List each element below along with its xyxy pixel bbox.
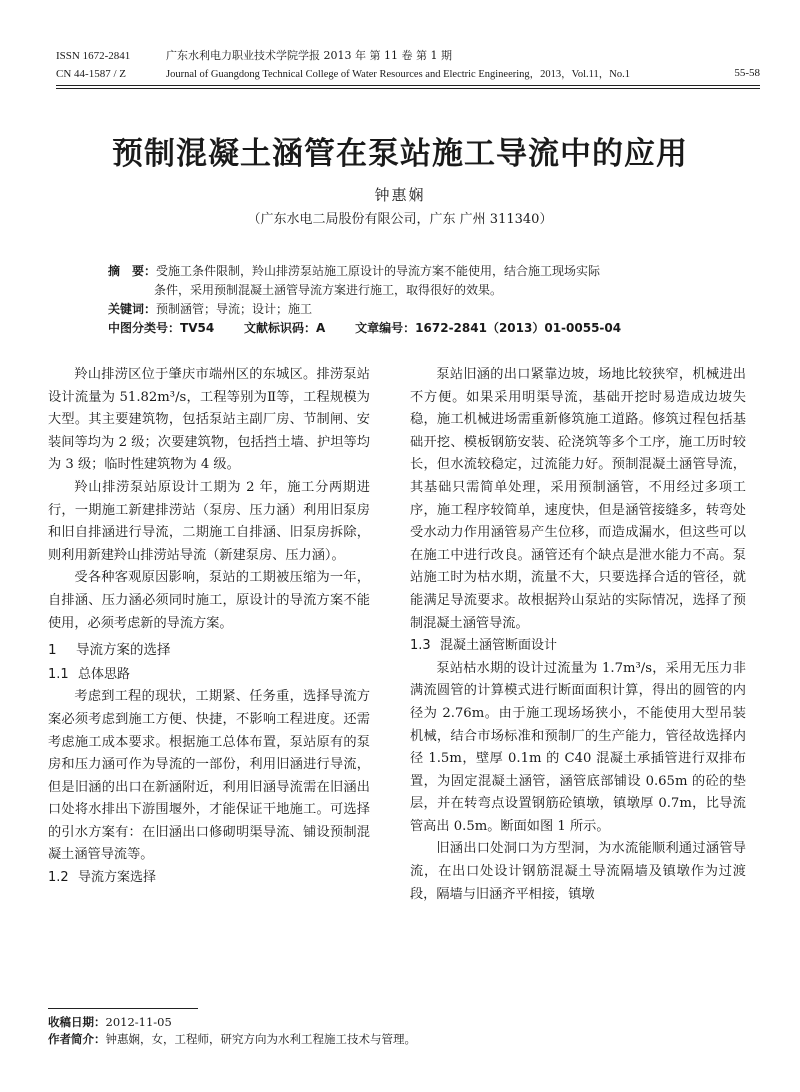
article-number-label: 文章编号： [355,321,416,335]
doc-code-value: A [316,321,326,335]
received-date: 2012-11-05 [105,1015,172,1029]
paragraph: 羚山排涝区位于肇庆市端州区的东城区。排涝泵站设计流量为 51.82m³/s，工程等别为Ⅱ等，工程规模为大型。其主要建筑物，包括泵站主副厂房、节制闸、安装间等均为 2 级；次要建筑物，包括挡土墙、护坦等均为 3 级；临时性建筑物为 4 级。 [48,367,370,473]
article-number-value: 1672-2841（2013）01-0055-04 [415,321,622,335]
header-rule-double [56,88,760,89]
section-heading-1: 1 导流方案的选择 [48,642,171,659]
footnote [48,1014,416,1048]
paragraph: 泵站枯水期的设计过流量为 1.7m³/s，采用无压力非满流圆管的计算模式进行断面面积计算，得出的圆管的内径为 2.76m。由于施工现场场狭小，不能使用大型吊装机械，结合市场标准和预制厂的生产能力，管径故选择内径 1.5m，壁厚 0.1m 的 C40 混凝土承插管进行双排布置，为固定混凝土涵管，涵管底部铺设 0.65m 的砼的垫层，并在转弯点设置钢筋砼镇墩，镇墩厚 0.7m，比导流管高出 0.5m。断面如图 1 所示。 [410,660,746,834]
paragraph: 羚山排涝泵站原设计工期为 2 年，施工分两期进行，一期施工新建排涝站（泵房、压力涵）利用旧泵房和旧自排涵进行导流，二期施工自排涵、旧泵房拆除，则利用新建羚山排涝站导流（新建泵房、压力涵）。 [48,479,370,563]
section-heading-1-3: 1.3 混凝土涵管断面设计 [410,638,558,654]
abstract-text-line1: 受施工条件限制，羚山排涝泵站施工原设计的导流方案不能使用，结合施工现场实际 [156,264,601,278]
section-heading-1-1: 1.1 总体思路 [48,666,131,682]
keywords: 预制涵管；导流；设计；施工 [156,302,313,316]
paragraph: 旧涵出口处洞口为方型洞，为水流能顺利通过涵管导流，在出口处设计钢筋混凝土导流隔墙及镇墩作为过渡段，隔墙与旧涵齐平相接，镇墩 [410,841,746,902]
keywords-label: 关键词： [108,302,157,316]
author-bio: 钟惠娴，女，工程师，研究方向为水利工程施工技术与管理。 [105,1032,416,1046]
abstract-label: 摘 要： [108,264,157,278]
received-label: 收稿日期： [48,1015,106,1029]
paragraph: 泵站旧涵的出口紧靠边坡，场地比较狭窄，机械进出不方便。如果采用明渠导流，基础开挖时易造成边坡失稳，施工机械进场需重新修筑施工道路。修筑过程包括基础开挖、模板钢筋安装、砼浇筑等多个工序，施工历时较长，但水流较稳定，过流能力好。预制混凝土涵管导流，其基础只需简单处理，采用预制涵管，不用经过多项工序，施工程序较简单，速度快，但是涵管接缝多，转弯处受水动力作用涵管易产生位移，而造成漏水，但这些可以在施工中进行改良。涵管还有个缺点是泄水能力不高。泵站施工时为枯水期，流量不大，只要选择合适的管径，就能满足导流要求。故根据羚山泵站的实际情况，选择了预制混凝土涵管导流。 [410,367,746,631]
body-column-left [48,364,370,890]
body-column-right [410,364,746,906]
article-title: 预制混凝土涵管在泵站施工导流中的应用 [112,136,688,172]
issn: ISSN 1672-2841 [56,50,131,62]
paragraph: 考虑到工程的现状，工期紧、任务重，选择导流方案必须考虑到施工方便、快捷，不影响工程进度。还需考虑施工成本要求。根据施工总体布置，泵站原有的泵房和压力涵可作为导流的一部份，利用旧涵进行导流，但是旧涵的出口在新涵附近，利用旧涵导流需在旧涵出口处将水排出下游围堰外，才能保证干地施工。可选择的引水方案有：在旧涵出口修砌明渠导流、铺设预制混凝土涵管导流等。 [48,689,370,863]
section-heading-1-2: 1.2 导流方案选择 [48,870,157,886]
journal-header [56,46,760,86]
abstract-text-line2: 条件，采用预制混凝土涵管导流方案进行施工，取得很好的效果。 [154,283,503,297]
classification-row [108,319,712,338]
journal-title-en: Journal of Guangdong Technical College of Water Resources and Electric Engineering，2013，Vol.11，No.1 [166,69,630,80]
cn-number: CN 44-1587 / Z [56,68,126,80]
bio-label: 作者简介： [48,1032,106,1046]
footnote-rule [48,1008,198,1009]
journal-title-cn: 广东水利电力职业技术学院学报 2013 年 第 11 卷 第 1 期 [166,49,452,62]
clc-label: 中图分类号： [108,321,181,335]
article-author: 钟惠娴 [374,186,426,204]
abstract-block [108,262,712,338]
doc-code-label: 文献标识码： [244,321,317,335]
header-rule [56,85,760,86]
author-affiliation: （广东水电二局股份有限公司，广东 广州 311340） [247,212,553,227]
clc-value: TV54 [180,321,215,335]
paragraph: 受各种客观原因影响，泵站的工期被压缩为一年，自排涵、压力涵必须同时施工，原设计的导流方案不能使用，必须考虑新的导流方案。 [48,570,370,631]
page-range: 55-58 [734,67,760,79]
